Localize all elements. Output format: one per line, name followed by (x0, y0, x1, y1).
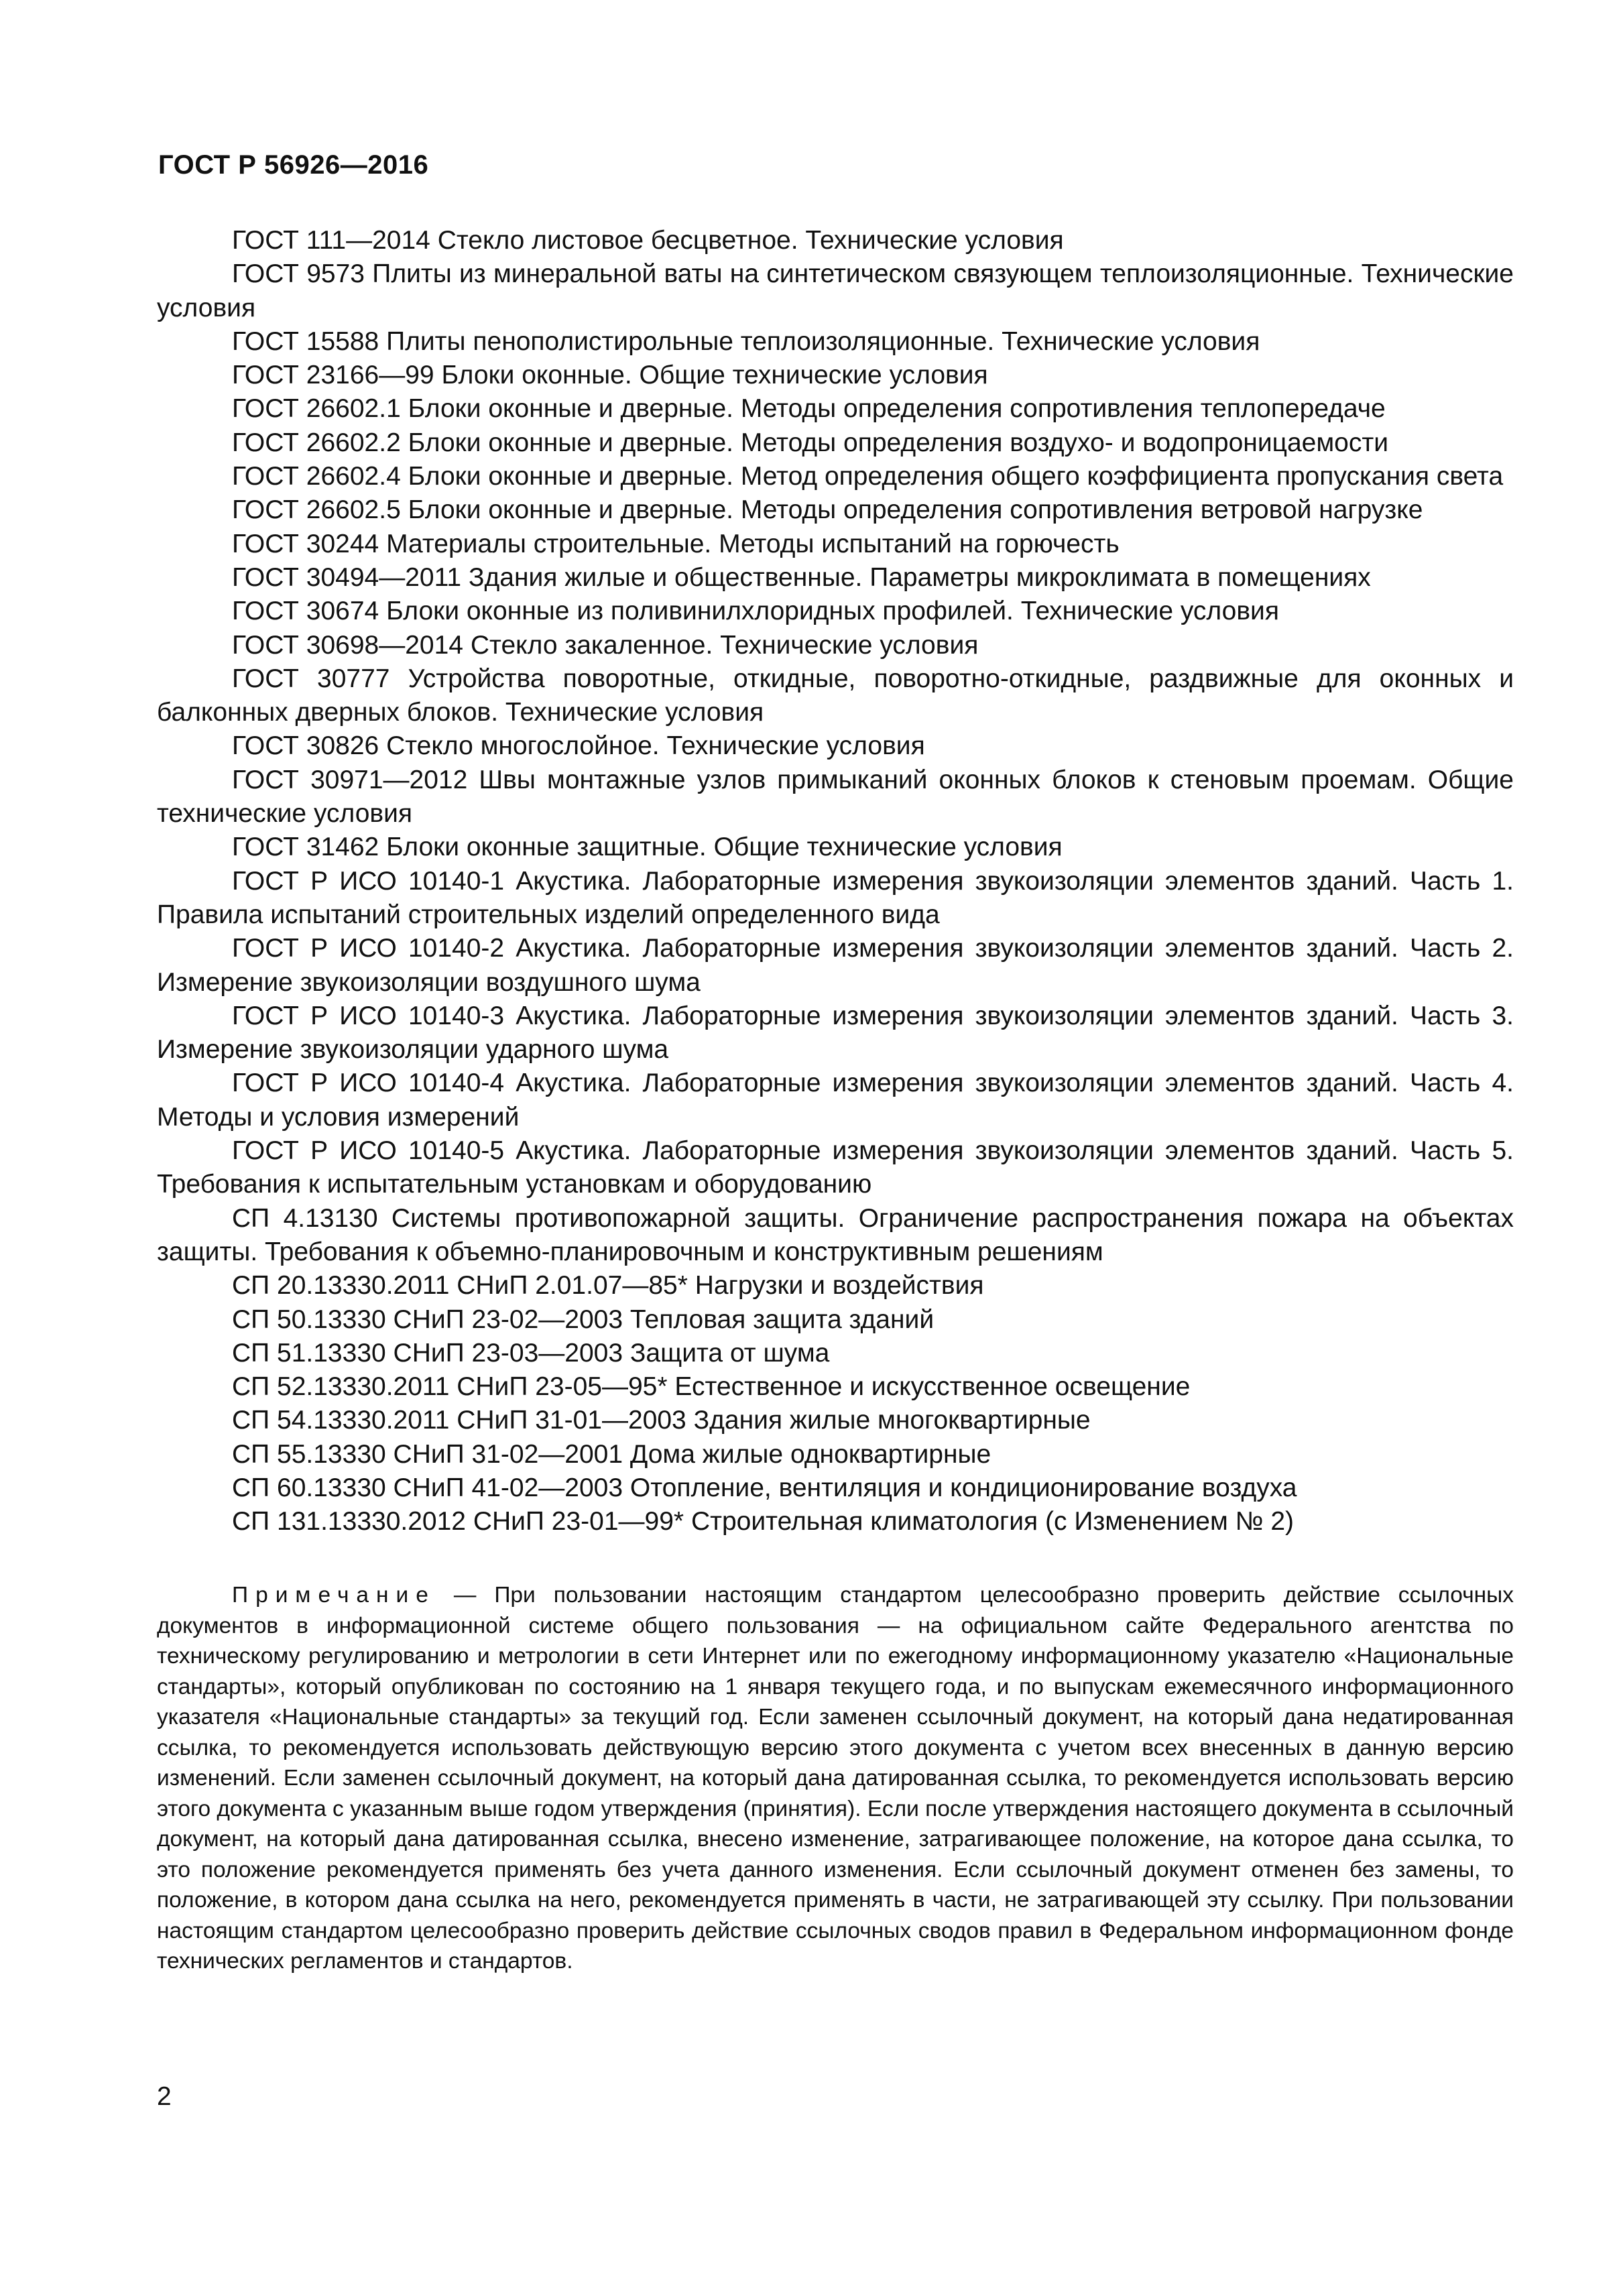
page-number: 2 (157, 2082, 172, 2111)
normative-references-list (157, 224, 1514, 1539)
reference-code: СП 54.13330.2011 СНиП 31-01—2003 (232, 1406, 686, 1435)
document-header: ГОСТ Р 56926—2016 (158, 150, 429, 180)
note-dash: — (435, 1583, 495, 1608)
reference-item (157, 629, 1514, 662)
reference-item (157, 1438, 1514, 1471)
reference-code: ГОСТ 30244 (232, 529, 379, 558)
reference-title: Акустика. Лабораторные измерения звукоизоляции элементов зданий. Часть 5. Требования к испытательным установкам и оборудованию (157, 1136, 1514, 1199)
reference-code: СП 131.13330.2012 СНиП 23-01—99* (232, 1507, 684, 1536)
note-text: При пользовании настоящим стандартом целесообразно проверить действие ссылочных документов в информационной системе общего пользования — на официальном сайте Федерального агентства по техническому регулированию и метрологии в сети Интернет или по ежегодному информационному указателю «Национальные стандарты», который опубликован по состоянию на 1 января текущего года, и по выпускам ежемесячного информационного указателя «Национальные стандарты» за текущий год. Если заменен ссылочный документ, на который дана недатированная ссылка, то рекомендуется использовать действующую версию этого документа с учетом всех внесенных в данную версию изменений. Если заменен ссылочный документ, на который дана датированная ссылка, то рекомендуется использовать версию этого документа с указанным выше годом утверждения (принятия). Если после утверждения настоящего документа в ссылочный документ, на который дана датированная ссылка, внесено изменение, затрагивающее положение, на которое дана ссылка, то это положение рекомендуется применять без учета данного изменения. Если ссылочный документ отменен без замены, то положение, в котором дана ссылка на него, рекомендуется применять в части, не затрагивающей эту ссылку. При пользовании настоящим стандартом целесообразно проверить действие ссылочных сводов правил в Федеральном информационном фонде технических регламентов и стандартов. (157, 1583, 1514, 1974)
reference-code: ГОСТ 9573 (232, 259, 365, 289)
reference-title: Защита от шума (629, 1338, 830, 1368)
reference-title: Системы противопожарной защиты. Ограничение распространения пожара на объектах защиты. Требования к объемно-планировочным и конструктивным решениям (157, 1203, 1514, 1266)
reference-item (157, 595, 1514, 628)
reference-title: Плиты из минеральной ваты на синтетическом связующем теплоизоляционные. Технические условия (157, 259, 1514, 322)
reference-code: ГОСТ 30826 (232, 731, 379, 761)
reference-item (157, 729, 1514, 763)
reference-title: Блоки оконные и дверные. Метод определения общего коэффициента пропускания света (408, 462, 1504, 491)
reference-title: Акустика. Лабораторные измерения звукоизоляции элементов зданий. Часть 1. Правила испытаний строительных изделий определенного вида (157, 866, 1514, 929)
reference-title: Стекло закаленное. Технические условия (470, 630, 979, 660)
reference-code: СП 50.13330 СНиП 23-02—2003 (232, 1305, 623, 1334)
reference-item (157, 325, 1514, 359)
reference-code: ГОСТ 31462 (232, 833, 379, 862)
reference-title: Здания жилые и общественные. Параметры микроклимата в помещениях (468, 562, 1371, 592)
reference-title: Блоки оконные и дверные. Методы определения воздухо- и водопроницаемости (408, 428, 1388, 457)
reference-code: ГОСТ 15588 (232, 326, 379, 356)
reference-code: ГОСТ 30494—2011 (232, 562, 462, 592)
reference-title: Блоки оконные и дверные. Методы определения сопротивления теплопередаче (408, 394, 1386, 424)
reference-code: ГОСТ 26602.4 (232, 462, 401, 491)
reference-item (157, 392, 1514, 426)
reference-item (157, 932, 1514, 1000)
reference-item (157, 460, 1514, 493)
reference-code: ГОСТ 30674 (232, 597, 379, 626)
reference-item (157, 528, 1514, 561)
reference-code: СП 4.13130 (232, 1203, 378, 1233)
reference-item (157, 224, 1514, 257)
reference-title: Дома жилые одноквартирные (629, 1439, 991, 1469)
reference-code: СП 60.13330 СНиП 41-02—2003 (232, 1473, 623, 1502)
reference-code: СП 55.13330 СНиП 31-02—2001 (232, 1439, 623, 1469)
reference-title: Материалы строительные. Методы испытаний на горючесть (386, 529, 1120, 558)
reference-title: Акустика. Лабораторные измерения звукоизоляции элементов зданий. Часть 2. Измерение звукоизоляции воздушного шума (157, 934, 1514, 997)
reference-item (157, 1505, 1514, 1538)
reference-item (157, 764, 1514, 831)
reference-title: Тепловая защита зданий (629, 1305, 935, 1334)
reference-title: Отопление, вентиляция и кондиционирование воздуха (629, 1473, 1297, 1502)
reference-code: ГОСТ 30971—2012 (232, 765, 468, 794)
reference-item (157, 426, 1514, 460)
reference-title: Строительная климатология (с Изменением № 2) (690, 1507, 1294, 1536)
reference-code: ГОСТ 23166—99 (232, 361, 434, 390)
reference-title: Устройства поворотные, откидные, поворотно-откидные, раздвижные для оконных и балконных дверных блоков. Технические условия (157, 664, 1514, 727)
reference-code: ГОСТ 26602.1 (232, 394, 401, 424)
reference-code: СП 20.13330.2011 СНиП 2.01.07—85* (232, 1271, 688, 1301)
reference-code: ГОСТ Р ИСО 10140-4 (232, 1069, 505, 1098)
reference-code: СП 52.13330.2011 СНиП 23-05—95* (232, 1372, 668, 1402)
reference-item (157, 561, 1514, 595)
reference-title: Блоки оконные. Общие технические условия (441, 361, 988, 390)
reference-item (157, 1303, 1514, 1337)
reference-code: ГОСТ 26602.5 (232, 495, 401, 525)
reference-item (157, 662, 1514, 730)
reference-code: ГОСТ Р ИСО 10140-3 (232, 1001, 505, 1030)
reference-item (157, 831, 1514, 864)
reference-title: Стекло многослойное. Технические условия (386, 731, 925, 761)
reference-title: Плиты пенополистирольные теплоизоляционные. Технические условия (386, 326, 1260, 356)
reference-title: Стекло листовое бесцветное. Технические условия (437, 226, 1064, 255)
reference-title: Блоки оконные защитные. Общие технические условия (386, 833, 1063, 862)
reference-item (157, 1269, 1514, 1303)
reference-item (157, 1067, 1514, 1134)
reference-code: ГОСТ 111—2014 (232, 226, 430, 255)
reference-item (157, 865, 1514, 932)
reference-title: Акустика. Лабораторные измерения звукоизоляции элементов зданий. Часть 4. Методы и условия измерений (157, 1069, 1514, 1132)
reference-title: Нагрузки и воздействия (695, 1271, 984, 1301)
reference-item (157, 493, 1514, 527)
reference-item (157, 359, 1514, 392)
reference-title: Швы монтажные узлов примыканий оконных блоков к стеновым проемам. Общие технические условия (157, 765, 1514, 829)
reference-title: Блоки оконные из поливинилхлоридных профилей. Технические условия (386, 597, 1279, 626)
note-label: Примечание (232, 1583, 436, 1608)
reference-title: Блоки оконные и дверные. Методы определения сопротивления ветровой нагрузке (408, 495, 1423, 525)
reference-code: СП 51.13330 СНиП 23-03—2003 (232, 1338, 623, 1368)
reference-item (157, 1202, 1514, 1270)
reference-title: Естественное и искусственное освещение (674, 1372, 1191, 1402)
reference-code: ГОСТ 30698—2014 (232, 630, 464, 660)
reference-item (157, 1471, 1514, 1505)
reference-item (157, 257, 1514, 325)
reference-item (157, 1404, 1514, 1437)
reference-title: Акустика. Лабораторные измерения звукоизоляции элементов зданий. Часть 3. Измерение звукоизоляции ударного шума (157, 1001, 1514, 1065)
note-paragraph (157, 1580, 1514, 1977)
reference-code: ГОСТ Р ИСО 10140-1 (232, 866, 505, 896)
reference-code: ГОСТ Р ИСО 10140-5 (232, 1136, 505, 1166)
reference-item (157, 1134, 1514, 1202)
reference-code: ГОСТ 30777 (232, 664, 390, 693)
reference-code: ГОСТ Р ИСО 10140-2 (232, 934, 505, 963)
reference-item (157, 1337, 1514, 1370)
reference-item (157, 1370, 1514, 1404)
reference-code: ГОСТ 26602.2 (232, 428, 401, 457)
reference-title: Здания жилые многоквартирные (693, 1406, 1091, 1435)
reference-item (157, 1000, 1514, 1067)
